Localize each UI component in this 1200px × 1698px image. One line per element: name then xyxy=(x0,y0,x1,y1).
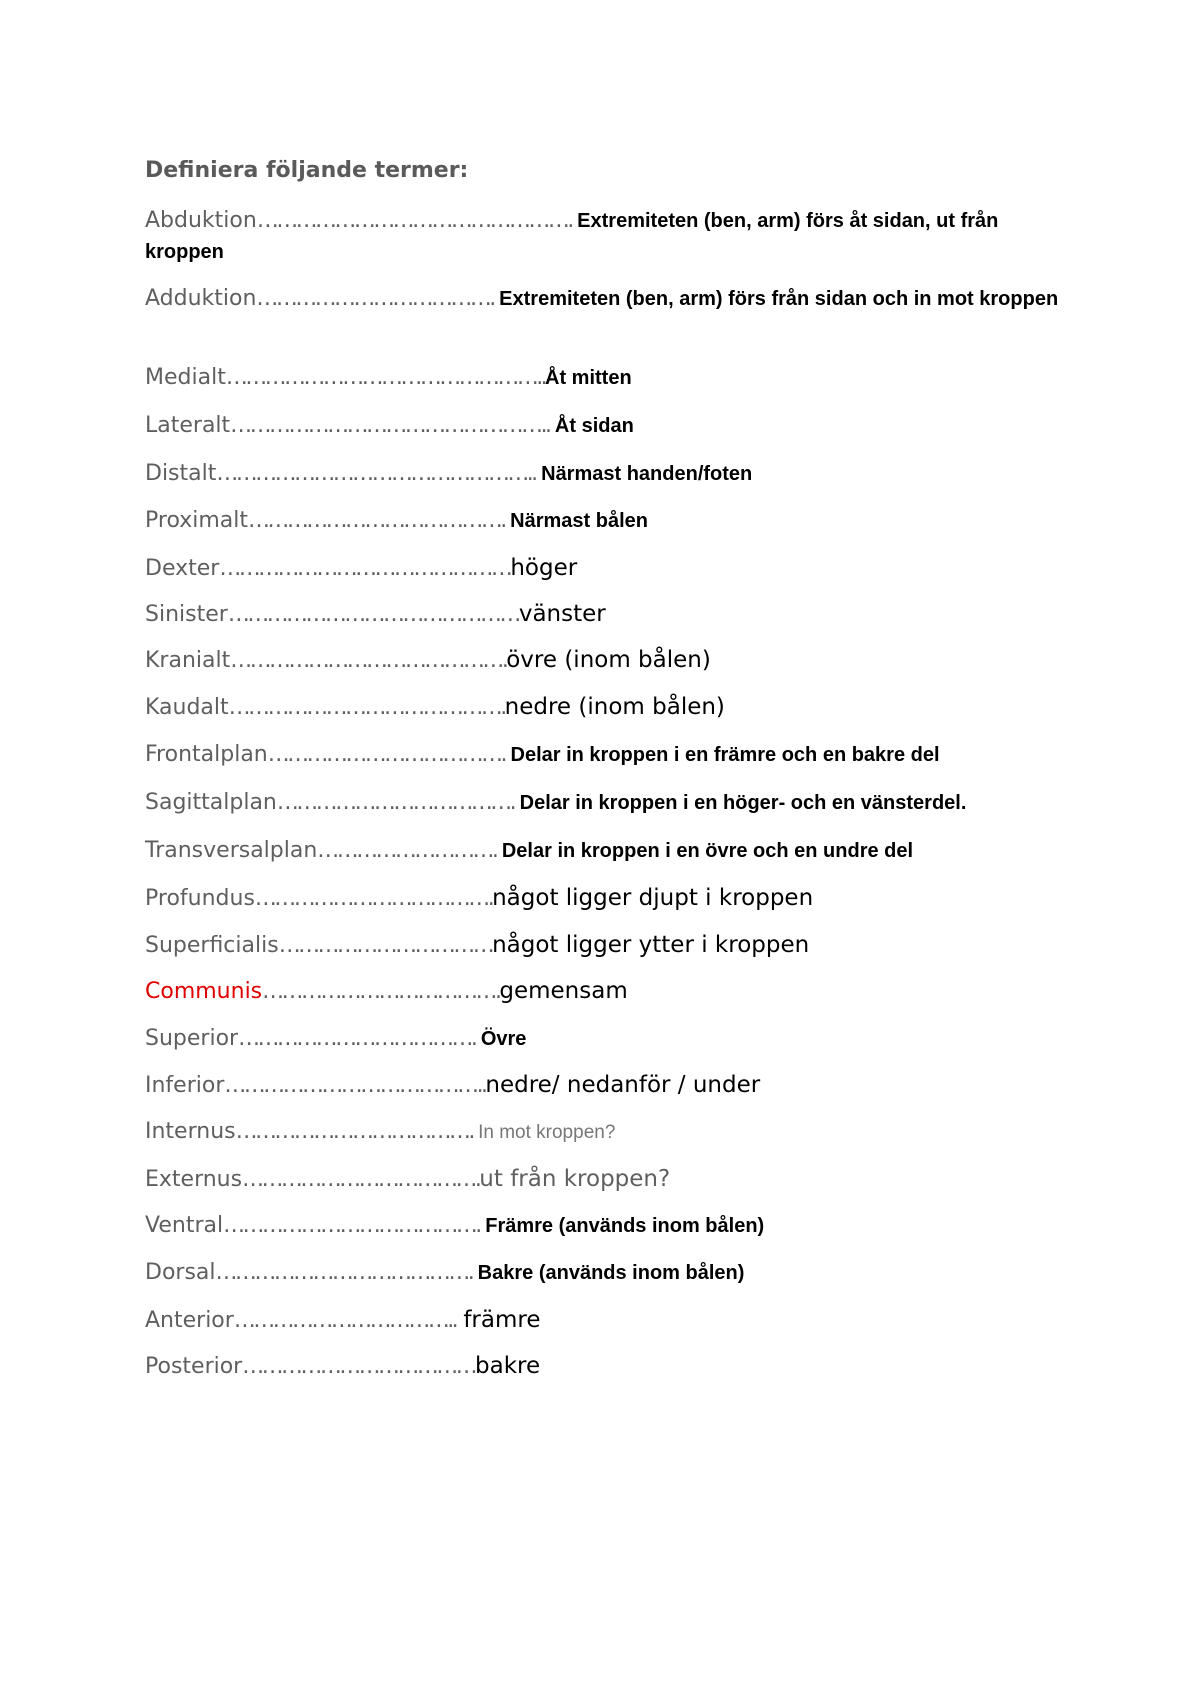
term-definition: gemensam xyxy=(499,978,628,1004)
term-definition: Extremiteten (ben, arm) förs åt sidan, ut från kroppen xyxy=(145,210,999,263)
leader-dots: ………………………………. xyxy=(238,1026,476,1051)
leader-dots: ………………………………….. xyxy=(224,1073,486,1098)
term-definition: Närmast handen/foten xyxy=(535,463,753,485)
term-label: Proximalt xyxy=(145,508,249,533)
term-row-distalt xyxy=(145,459,1075,490)
leader-dots: …………………………… xyxy=(278,933,493,958)
term-row-lateralt xyxy=(145,411,1075,442)
term-row-communis xyxy=(145,976,1075,1008)
term-row-dexter xyxy=(145,553,1075,585)
leader-dots: ………………………………. xyxy=(242,1167,480,1192)
term-row-superior xyxy=(145,1024,1075,1055)
term-label: Sinister xyxy=(145,602,228,627)
term-definition: In mot kroppen? xyxy=(472,1122,616,1143)
leader-dots: ……………………………………. xyxy=(228,695,505,720)
term-definition: Delar in kroppen i en främre och en bakre del xyxy=(504,744,940,766)
term-label: Kaudalt xyxy=(145,695,229,720)
term-label: Superficialis xyxy=(145,933,279,958)
term-label: Externus xyxy=(145,1167,243,1192)
term-definition: något ligger djupt i kroppen xyxy=(492,885,814,911)
term-definition: nedre (inom bålen) xyxy=(504,694,725,720)
term-row-inferior xyxy=(145,1070,1075,1102)
leader-dots: ……………………………………… xyxy=(219,556,511,581)
leader-dots: ………………………………. xyxy=(256,286,494,311)
page-title: Definiera följande termer: xyxy=(145,158,469,183)
leader-dots: ………………………………. xyxy=(267,742,505,767)
leader-dots: ……………………………………… xyxy=(227,602,519,627)
leader-dots: ………………………………. xyxy=(276,790,515,815)
term-definition: Övre xyxy=(475,1028,527,1050)
term-row-medialt xyxy=(145,363,1075,394)
leader-dots: ………………………………………….. xyxy=(225,365,546,390)
leader-dots: ………………………………………….. xyxy=(230,413,550,438)
term-row-transversalplan xyxy=(145,836,1075,867)
leader-dots: ……………………………………. xyxy=(230,648,507,673)
term-label: Frontalplan xyxy=(145,742,268,767)
term-definition: Bakre (används inom bålen) xyxy=(472,1262,745,1284)
term-row-internus xyxy=(145,1117,1075,1148)
term-row-kranialt xyxy=(145,645,1075,677)
leader-dots: ………………………………. xyxy=(235,1119,473,1144)
leader-dots: ………………………………. xyxy=(262,979,500,1004)
term-definition: Åt sidan xyxy=(549,415,634,437)
term-row-abduktion xyxy=(145,206,1075,268)
term-label: Communis xyxy=(145,979,263,1004)
term-label: Medialt xyxy=(145,365,226,390)
term-definition: nedre/ nedanför / under xyxy=(485,1072,761,1098)
term-row-ventral xyxy=(145,1211,1075,1242)
leader-dots: …………………………………. xyxy=(223,1213,480,1238)
term-label: Lateralt xyxy=(145,413,231,438)
term-row-adduktion xyxy=(145,284,1075,315)
leader-dots: …………………………………. xyxy=(248,508,505,533)
term-definition: höger xyxy=(510,555,578,581)
term-label: Kranialt xyxy=(145,648,231,673)
leader-dots: ……………………………… xyxy=(242,1354,476,1379)
term-label: Profundus xyxy=(145,886,255,911)
term-definition: Åt mitten xyxy=(545,367,632,389)
term-row-externus xyxy=(145,1164,1075,1196)
leader-dots: …………………………………. xyxy=(215,1260,473,1285)
term-definition: bakre xyxy=(475,1353,541,1379)
term-row-sinister xyxy=(145,599,1075,631)
leader-dots: ………………………. xyxy=(317,838,497,863)
leader-dots: …………………………………………. xyxy=(256,208,572,233)
term-row-sagittalplan xyxy=(145,788,1075,819)
term-label: Dexter xyxy=(145,556,220,581)
term-definition: främre xyxy=(456,1307,541,1333)
term-label: Ventral xyxy=(145,1213,224,1238)
term-definition: Delar in kroppen i en övre och en undre del xyxy=(496,840,914,862)
term-label: Sagittalplan xyxy=(145,790,277,815)
term-label: Abduktion xyxy=(145,208,257,233)
term-definition: vänster xyxy=(518,601,606,627)
term-row-anterior xyxy=(145,1305,1075,1337)
term-label: Dorsal xyxy=(145,1260,216,1285)
term-definition: ut från kroppen? xyxy=(479,1166,671,1192)
term-row-frontalplan xyxy=(145,740,1075,771)
term-definition: Extremiteten (ben, arm) förs från sidan och in mot kroppen xyxy=(493,288,1059,310)
term-label: Distalt xyxy=(145,461,217,486)
term-label: Superior xyxy=(145,1026,239,1051)
term-definition: Främre (används inom bålen) xyxy=(479,1215,765,1237)
term-label: Posterior xyxy=(145,1354,243,1379)
term-label: Inferior xyxy=(145,1073,225,1098)
term-label: Anterior xyxy=(145,1308,234,1333)
term-row-proximalt xyxy=(145,506,1075,537)
leader-dots: ………………………………………….. xyxy=(216,461,536,486)
term-row-dorsal xyxy=(145,1258,1075,1289)
term-row-profundus xyxy=(145,883,1075,915)
leader-dots: ………………………………. xyxy=(254,886,493,911)
term-label: Internus xyxy=(145,1119,236,1144)
term-definition: något ligger ytter i kroppen xyxy=(492,932,810,958)
term-definition: övre (inom bålen) xyxy=(506,647,711,673)
term-label: Transversalplan xyxy=(145,838,318,863)
term-definition: Delar in kroppen i en höger- och en vänsterdel. xyxy=(514,792,967,814)
term-row-posterior xyxy=(145,1351,1075,1383)
term-row-kaudalt xyxy=(145,692,1075,724)
term-label: Adduktion xyxy=(145,286,257,311)
term-definition: Närmast bålen xyxy=(504,510,648,532)
term-row-superficialis xyxy=(145,930,1075,962)
leader-dots: …………………………….. xyxy=(233,1308,457,1333)
